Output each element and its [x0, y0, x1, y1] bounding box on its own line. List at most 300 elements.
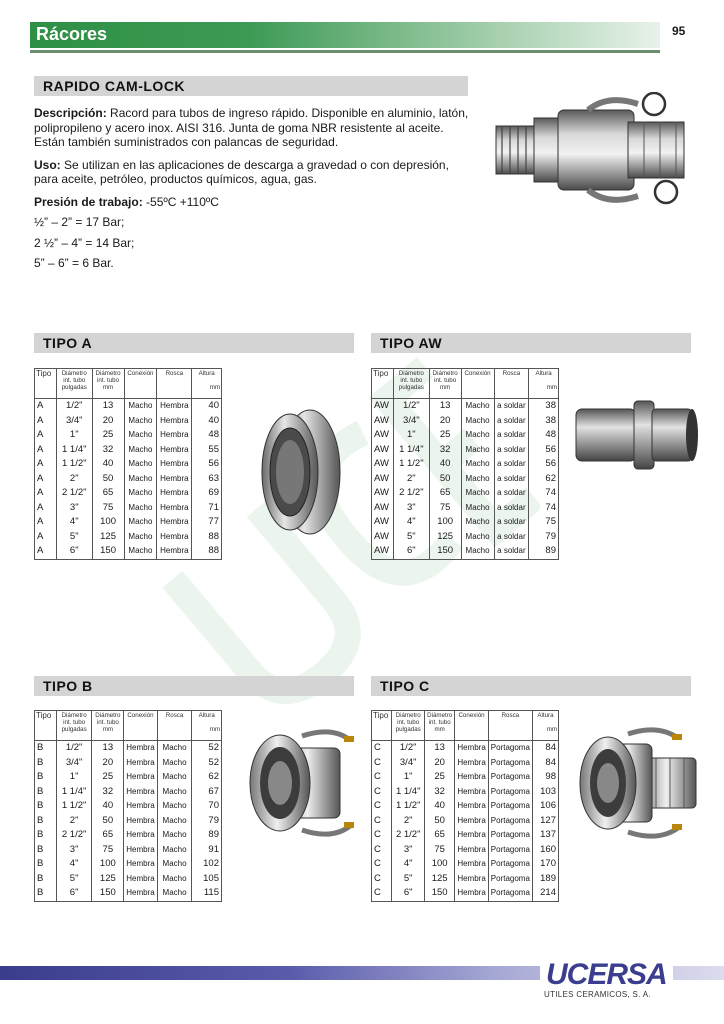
cell-diam-mm: 40: [92, 457, 124, 472]
cell-tipo: C: [372, 872, 392, 887]
col-altura-unit: mm: [546, 384, 557, 391]
cell-conexion: Macho: [124, 472, 157, 487]
cell-conexion: Macho: [124, 457, 157, 472]
cam-lock-coupling-image: [488, 92, 704, 210]
cell-conexion: Macho: [461, 501, 494, 516]
cell-conexion: Macho: [461, 399, 494, 414]
cell-diam-in: 2 1/2": [56, 828, 92, 843]
cell-rosca: Portagoma: [488, 886, 532, 901]
table-row: [35, 872, 222, 887]
title-bar: [30, 22, 660, 48]
col-conexion: Conexión: [461, 369, 494, 399]
col-diam-mm: Diámetro int. tubo mm: [92, 369, 124, 399]
cell-altura: 56: [192, 457, 222, 472]
cell-diam-in: 1": [392, 770, 425, 785]
table-body: [35, 741, 222, 902]
cell-diam-mm: 150: [429, 544, 461, 559]
cell-conexion: Hembra: [124, 799, 157, 814]
cell-conexion: Hembra: [455, 741, 488, 756]
table-row: [372, 501, 559, 516]
cell-rosca: Macho: [157, 756, 192, 771]
table-header: [372, 711, 559, 741]
cell-altura: 56: [529, 457, 559, 472]
cell-diam-in: 2": [393, 472, 429, 487]
table-row: [35, 515, 222, 530]
cell-tipo: C: [372, 814, 392, 829]
cell-rosca: Macho: [157, 886, 192, 901]
cell-altura: 160: [532, 843, 558, 858]
cell-tipo: A: [35, 486, 57, 501]
col-conexion: Conexión: [455, 711, 488, 741]
tipo-b-coupling-image: [232, 718, 362, 848]
table-header: [35, 711, 222, 741]
cell-diam-in: 1 1/2": [393, 457, 429, 472]
cell-diam-in: 1 1/4": [392, 785, 425, 800]
cell-altura: 89: [529, 544, 559, 559]
cell-tipo: C: [372, 741, 392, 756]
cell-tipo: B: [35, 756, 57, 771]
cell-diam-in: 3/4": [392, 756, 425, 771]
cell-conexion: Macho: [124, 501, 157, 516]
cell-diam-mm: 125: [92, 872, 124, 887]
cell-altura: 89: [192, 828, 222, 843]
cell-tipo: AW: [372, 530, 394, 545]
cell-tipo: A: [35, 515, 57, 530]
cell-conexion: Hembra: [124, 843, 157, 858]
table-row: [35, 399, 222, 414]
cell-diam-mm: 32: [92, 785, 124, 800]
cell-altura: 84: [532, 741, 558, 756]
cell-diam-mm: 150: [92, 544, 124, 559]
col-conexion: Conexión: [124, 369, 157, 399]
cell-altura: 63: [192, 472, 222, 487]
table-row: [35, 857, 222, 872]
table-row: [372, 399, 559, 414]
cell-rosca: Macho: [157, 741, 192, 756]
cell-conexion: Hembra: [124, 770, 157, 785]
col-rosca: Rosca: [488, 711, 532, 741]
cell-rosca: a soldar: [494, 472, 529, 487]
table-row: [372, 785, 559, 800]
cell-altura: 127: [532, 814, 558, 829]
col-altura-unit: mm: [209, 726, 220, 733]
cell-altura: 38: [529, 414, 559, 429]
cell-rosca: Hembra: [157, 486, 192, 501]
cell-diam-mm: 32: [429, 443, 461, 458]
cell-tipo: B: [35, 886, 57, 901]
cell-tipo: A: [35, 414, 57, 429]
cell-altura: 84: [532, 756, 558, 771]
cell-diam-in: 5": [56, 872, 92, 887]
cell-conexion: Hembra: [455, 886, 488, 901]
cell-conexion: Macho: [461, 530, 494, 545]
table-row: [35, 741, 222, 756]
usage-label: Uso:: [34, 157, 61, 172]
banner-tipo-a: TIPO A: [34, 333, 354, 353]
cell-tipo: C: [372, 785, 392, 800]
cell-tipo: B: [35, 843, 57, 858]
cell-diam-in: 6": [56, 886, 92, 901]
cell-altura: 70: [192, 799, 222, 814]
table-row: [35, 428, 222, 443]
cell-diam-mm: 25: [92, 770, 124, 785]
cell-diam-in: 1/2": [56, 399, 92, 414]
table-row: [35, 799, 222, 814]
cell-conexion: Macho: [124, 414, 157, 429]
col-rosca: Rosca: [494, 369, 529, 399]
col-altura-unit: mm: [546, 726, 557, 733]
table-tipo-c: [371, 710, 559, 902]
table-tipo-aw: [371, 368, 559, 560]
cell-diam-in: 5": [392, 872, 425, 887]
company-logo: UCERSA: [540, 958, 673, 992]
cell-conexion: Macho: [124, 486, 157, 501]
cell-conexion: Macho: [124, 515, 157, 530]
cell-diam-mm: 150: [92, 886, 124, 901]
cell-diam-mm: 25: [425, 770, 455, 785]
cell-diam-in: 2 1/2": [56, 486, 92, 501]
cell-conexion: Hembra: [455, 872, 488, 887]
cell-diam-in: 6": [56, 544, 92, 559]
cell-diam-mm: 20: [92, 414, 124, 429]
cell-conexion: Hembra: [455, 843, 488, 858]
usage-paragraph: [34, 158, 474, 187]
cell-rosca: a soldar: [494, 515, 529, 530]
cell-diam-in: 2": [56, 814, 92, 829]
cell-altura: 38: [529, 399, 559, 414]
cell-altura: 77: [192, 515, 222, 530]
col-altura: [532, 711, 558, 741]
cell-diam-mm: 100: [429, 515, 461, 530]
cell-diam-in: 3/4": [56, 414, 92, 429]
cell-conexion: Hembra: [124, 814, 157, 829]
cell-conexion: Macho: [124, 530, 157, 545]
cell-diam-in: 2 1/2": [393, 486, 429, 501]
cell-altura: 52: [192, 741, 222, 756]
cell-diam-mm: 20: [92, 756, 124, 771]
col-rosca: Rosca: [157, 369, 192, 399]
cell-tipo: AW: [372, 515, 394, 530]
table-tipo-a: [34, 368, 222, 560]
table-row: [372, 756, 559, 771]
cell-diam-mm: 125: [92, 530, 124, 545]
cell-rosca: Portagoma: [488, 785, 532, 800]
tipo-aw-coupling-image: [570, 395, 700, 475]
cell-conexion: Macho: [461, 544, 494, 559]
cell-diam-mm: 75: [425, 843, 455, 858]
cell-tipo: A: [35, 472, 57, 487]
cell-tipo: A: [35, 530, 57, 545]
cell-conexion: Hembra: [124, 756, 157, 771]
cell-diam-mm: 32: [425, 785, 455, 800]
cell-rosca: Hembra: [157, 399, 192, 414]
col-altura-label: Altura: [537, 712, 554, 719]
cell-tipo: AW: [372, 544, 394, 559]
cell-tipo: C: [372, 770, 392, 785]
cell-tipo: C: [372, 843, 392, 858]
col-altura-unit: mm: [209, 384, 220, 391]
table-row: [35, 443, 222, 458]
page-number: 95: [672, 24, 686, 38]
cell-rosca: Portagoma: [488, 741, 532, 756]
table-row: [35, 544, 222, 559]
cell-altura: 189: [532, 872, 558, 887]
col-conexion: Conexión: [124, 711, 157, 741]
cell-conexion: Hembra: [124, 828, 157, 843]
tipo-c-coupling-image: [568, 718, 703, 848]
cell-rosca: a soldar: [494, 399, 529, 414]
table-row: [372, 741, 559, 756]
cell-altura: 40: [192, 399, 222, 414]
cell-diam-in: 1 1/2": [392, 799, 425, 814]
cell-rosca: Portagoma: [488, 843, 532, 858]
cell-diam-mm: 32: [92, 443, 124, 458]
table-row: [372, 843, 559, 858]
cell-altura: 88: [192, 544, 222, 559]
col-altura: [192, 711, 222, 741]
cell-conexion: Hembra: [455, 857, 488, 872]
col-diam-mm: Diámetro int. tubo mm: [429, 369, 461, 399]
cell-rosca: Macho: [157, 872, 192, 887]
cell-diam-in: 2 1/2": [392, 828, 425, 843]
col-rosca: Rosca: [157, 711, 192, 741]
cell-rosca: Macho: [157, 843, 192, 858]
cell-tipo: A: [35, 501, 57, 516]
cell-diam-in: 3": [56, 501, 92, 516]
cell-tipo: C: [372, 799, 392, 814]
col-altura: [192, 369, 222, 399]
cell-diam-in: 4": [392, 857, 425, 872]
cell-tipo: B: [35, 799, 57, 814]
table-row: [35, 814, 222, 829]
table-row: [372, 886, 559, 901]
cell-altura: 56: [529, 443, 559, 458]
table-body: [372, 399, 559, 560]
cell-diam-mm: 75: [92, 843, 124, 858]
cell-rosca: a soldar: [494, 428, 529, 443]
col-altura-label: Altura: [198, 712, 215, 719]
cell-conexion: Hembra: [455, 828, 488, 843]
cell-diam-in: 4": [56, 857, 92, 872]
cell-altura: 71: [192, 501, 222, 516]
page-title: Rácores: [36, 24, 108, 44]
cell-conexion: Hembra: [124, 857, 157, 872]
cell-diam-mm: 50: [92, 814, 124, 829]
cell-diam-mm: 75: [429, 501, 461, 516]
col-diam-in: Diámetro int. tubo pulgadas: [56, 711, 92, 741]
cell-altura: 48: [529, 428, 559, 443]
cell-tipo: AW: [372, 399, 394, 414]
table-row: [35, 828, 222, 843]
company-name: UTILES CERAMICOS, S. A.: [544, 990, 651, 999]
cell-altura: 55: [192, 443, 222, 458]
banner-tipo-b: TIPO B: [34, 676, 354, 696]
cell-tipo: A: [35, 399, 57, 414]
pressure-text: -55ºC +110ºC: [142, 194, 219, 209]
col-diam-in: Diámetro int. tubo pulgadas: [392, 711, 425, 741]
cell-diam-mm: 13: [92, 741, 124, 756]
table-row: [35, 785, 222, 800]
cell-tipo: AW: [372, 443, 394, 458]
table-row: [35, 501, 222, 516]
cell-diam-in: 2": [392, 814, 425, 829]
cell-diam-mm: 65: [429, 486, 461, 501]
cell-rosca: a soldar: [494, 486, 529, 501]
cell-conexion: Hembra: [455, 799, 488, 814]
cell-rosca: Macho: [157, 828, 192, 843]
cell-altura: 67: [192, 785, 222, 800]
table-row: [372, 486, 559, 501]
cell-rosca: Macho: [157, 814, 192, 829]
cell-rosca: Hembra: [157, 414, 192, 429]
cell-conexion: Hembra: [124, 886, 157, 901]
pressure-line: 2 ½” – 4” = 14 Bar;: [34, 235, 135, 250]
cell-tipo: AW: [372, 501, 394, 516]
cell-tipo: A: [35, 457, 57, 472]
table-tipo-b: [34, 710, 222, 902]
section-banner-cam-lock: RAPIDO CAM-LOCK: [34, 76, 468, 96]
cell-diam-in: 3/4": [393, 414, 429, 429]
cell-diam-in: 1 1/2": [56, 457, 92, 472]
cell-rosca: Portagoma: [488, 872, 532, 887]
cell-altura: 62: [529, 472, 559, 487]
cell-conexion: Macho: [461, 443, 494, 458]
cell-rosca: a soldar: [494, 414, 529, 429]
cell-diam-in: 1/2": [393, 399, 429, 414]
table-row: [35, 886, 222, 901]
cell-diam-mm: 13: [92, 399, 124, 414]
cell-diam-in: 5": [393, 530, 429, 545]
cell-altura: 74: [529, 486, 559, 501]
table-body: [372, 741, 559, 902]
title-rule: [30, 50, 660, 53]
cell-diam-mm: 65: [92, 486, 124, 501]
cell-rosca: Hembra: [157, 544, 192, 559]
table-row: [35, 414, 222, 429]
description-text: Racord para tubos de ingreso rápido. Disponible en aluminio, latón, polipropileno y acero inox. AISI 316. Junta de goma NBR resistente al aceite. Están también suministrados con palancas de seguridad.: [34, 106, 469, 149]
cell-diam-in: 1": [393, 428, 429, 443]
cell-rosca: Portagoma: [488, 756, 532, 771]
col-diam-mm: Diámetro int. tubo mm: [92, 711, 124, 741]
col-tipo: Tipo: [372, 369, 394, 399]
cell-diam-mm: 13: [425, 741, 455, 756]
tipo-a-coupling-image: [250, 388, 350, 556]
cell-altura: 105: [192, 872, 222, 887]
table-row: [372, 814, 559, 829]
table-row: [372, 515, 559, 530]
cell-diam-mm: 75: [92, 501, 124, 516]
table-row: [372, 828, 559, 843]
cell-tipo: B: [35, 857, 57, 872]
pressure-label: Presión de trabajo:: [34, 194, 143, 209]
table-row: [35, 457, 222, 472]
cell-altura: 62: [192, 770, 222, 785]
cell-conexion: Macho: [124, 428, 157, 443]
cell-tipo: B: [35, 872, 57, 887]
cell-tipo: A: [35, 443, 57, 458]
cell-tipo: A: [35, 544, 57, 559]
cell-diam-in: 1 1/4": [56, 443, 92, 458]
col-diam-mm: Diámetro int. tubo mm: [425, 711, 455, 741]
cell-conexion: Macho: [461, 428, 494, 443]
table-row: [372, 872, 559, 887]
cell-diam-mm: 50: [425, 814, 455, 829]
cell-tipo: C: [372, 857, 392, 872]
cell-diam-mm: 100: [92, 515, 124, 530]
cell-rosca: Hembra: [157, 443, 192, 458]
table-row: [35, 530, 222, 545]
cell-diam-mm: 25: [92, 428, 124, 443]
cell-tipo: AW: [372, 486, 394, 501]
cell-rosca: Macho: [157, 770, 192, 785]
cell-tipo: C: [372, 886, 392, 901]
cell-rosca: Portagoma: [488, 814, 532, 829]
description-paragraph: [34, 106, 474, 150]
cell-conexion: Macho: [461, 414, 494, 429]
cell-rosca: Hembra: [157, 457, 192, 472]
cell-altura: 102: [192, 857, 222, 872]
cell-conexion: Hembra: [455, 770, 488, 785]
col-tipo: Tipo: [372, 711, 392, 741]
cell-tipo: C: [372, 756, 392, 771]
cell-rosca: Hembra: [157, 428, 192, 443]
cell-diam-in: 3": [56, 843, 92, 858]
table-row: [372, 530, 559, 545]
cell-rosca: a soldar: [494, 544, 529, 559]
cell-diam-mm: 40: [92, 799, 124, 814]
cell-diam-in: 1 1/4": [393, 443, 429, 458]
cell-altura: 91: [192, 843, 222, 858]
cell-rosca: Macho: [157, 785, 192, 800]
cell-conexion: Macho: [461, 457, 494, 472]
description-block: [34, 106, 474, 279]
table-body: [35, 399, 222, 560]
table-row: [35, 486, 222, 501]
cell-altura: 115: [192, 886, 222, 901]
cell-altura: 170: [532, 857, 558, 872]
cell-tipo: AW: [372, 472, 394, 487]
cell-tipo: B: [35, 770, 57, 785]
cell-altura: 48: [192, 428, 222, 443]
cell-diam-mm: 100: [92, 857, 124, 872]
cell-tipo: A: [35, 428, 57, 443]
cell-rosca: a soldar: [494, 501, 529, 516]
col-tipo: Tipo: [35, 711, 57, 741]
cell-tipo: AW: [372, 428, 394, 443]
cell-altura: 88: [192, 530, 222, 545]
col-diam-in: Diámetro int. tubo pulgadas: [56, 369, 92, 399]
cell-diam-in: 3/4": [56, 756, 92, 771]
table-row: [372, 472, 559, 487]
cell-diam-mm: 40: [425, 799, 455, 814]
cell-conexion: Macho: [461, 486, 494, 501]
cell-diam-mm: 65: [425, 828, 455, 843]
cell-conexion: Hembra: [455, 756, 488, 771]
pressure-line: 5” – 6” = 6 Bar.: [34, 256, 114, 270]
cell-altura: 74: [529, 501, 559, 516]
cell-conexion: Macho: [461, 472, 494, 487]
cell-conexion: Macho: [124, 544, 157, 559]
cell-rosca: a soldar: [494, 443, 529, 458]
table-row: [372, 799, 559, 814]
cell-diam-in: 1 1/4": [56, 785, 92, 800]
cell-tipo: AW: [372, 457, 394, 472]
cell-diam-mm: 20: [429, 414, 461, 429]
cell-rosca: a soldar: [494, 530, 529, 545]
cell-diam-mm: 20: [425, 756, 455, 771]
cell-rosca: Portagoma: [488, 770, 532, 785]
cell-altura: 40: [192, 414, 222, 429]
